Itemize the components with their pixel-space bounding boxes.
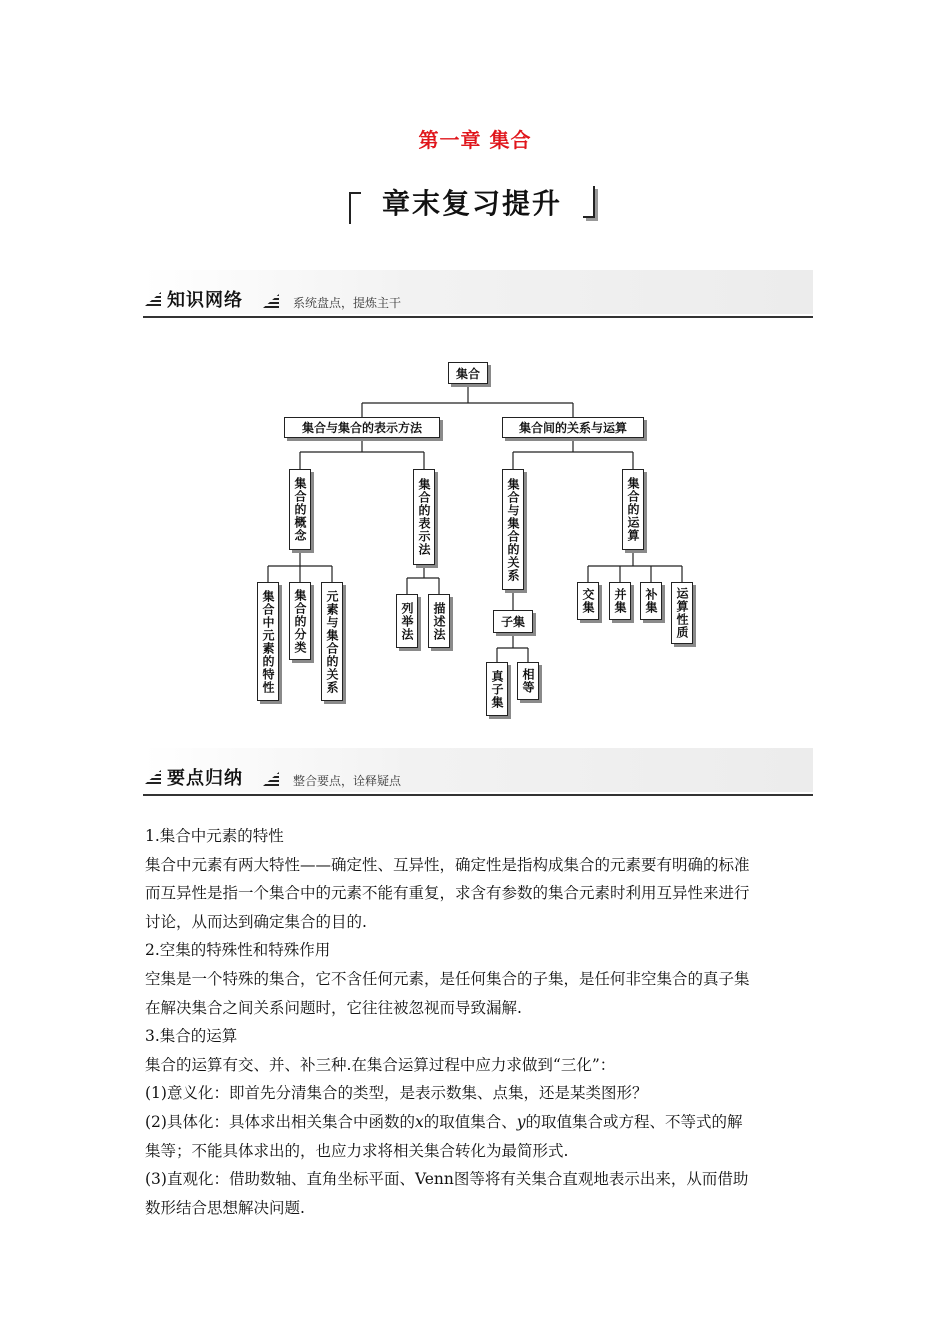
- tree-node-complement: 补集: [640, 582, 662, 620]
- point-heading: 3.集合的运算: [145, 1027, 238, 1046]
- paragraph-line: 在解决集合之间关系问题时，它往往被忽视而导致漏解.: [145, 998, 522, 1017]
- point-heading: 1.集合中元素的特性: [145, 827, 284, 845]
- tree-node-branch-right: 集合间的关系与运算: [502, 417, 644, 438]
- paragraph-line: 集合的运算有交、并、补三种.在集合运算过程中应力求做到“三化”：: [145, 1055, 616, 1074]
- text-run: 的取值集合、: [423, 1112, 517, 1131]
- tree-node-feature: 集合中元素的特性: [257, 582, 279, 701]
- tree-node-branch-left: 集合与集合的表示方法: [284, 417, 440, 438]
- tree-node-concept: 集合的概念: [289, 469, 311, 550]
- key-points-body: [145, 822, 815, 1222]
- section-title: 要点归纳: [167, 768, 243, 789]
- tree-node-listing: 列举法: [396, 594, 418, 648]
- text-run: 的取值集合或方程、不等式的解: [525, 1112, 743, 1131]
- section-band: [143, 270, 813, 314]
- paragraph-line: (3)直观化：借助数轴、直角坐标平面、Venn图等将有关集合直观地表示出来，从而借助: [145, 1170, 749, 1189]
- text-run: (2)具体化：具体求出相关集合中函数的: [145, 1112, 415, 1131]
- tree-node-intersection: 交集: [577, 582, 599, 620]
- tree-node-description: 描述法: [428, 594, 450, 648]
- tree-node-element-relation: 元素与集合的关系: [321, 582, 343, 701]
- tree-node-representation: 集合的表示法: [413, 469, 435, 565]
- banner-right-bracket: [583, 186, 595, 218]
- banner-left-bracket: [349, 192, 361, 224]
- section-header-network: [143, 270, 813, 320]
- tree-node-subset: 子集: [493, 610, 533, 633]
- tree-node-root: 集合: [448, 362, 488, 384]
- section-rule: [143, 316, 813, 318]
- paragraph-line: 集合中元素有两大特性——确定性、互异性，确定性是指构成集合的元素要有明确的标准: [145, 855, 750, 874]
- tree-node-union: 并集: [609, 582, 631, 620]
- banner-title: 章末复习提升: [381, 187, 562, 220]
- variable-y: y: [516, 1112, 526, 1131]
- section-rule: [143, 794, 813, 796]
- review-banner: [349, 184, 595, 226]
- paragraph-line: 讨论，从而达到确定集合的目的.: [145, 912, 367, 931]
- paragraph-line: 空集是一个特殊的集合，它不含任何元素，是任何集合的子集，是任何非空集合的真子集: [145, 969, 750, 988]
- section-band: [143, 748, 813, 792]
- section-header-points: [143, 748, 813, 798]
- point-heading: 2.空集的特殊性和特殊作用: [145, 941, 331, 960]
- paragraph-line: 数形结合思想解决问题.: [145, 1198, 305, 1217]
- paragraph-line: [145, 1108, 815, 1137]
- tree-node-properties: 运算性质: [671, 582, 693, 644]
- tree-node-equal: 相等: [517, 662, 539, 700]
- paragraph-line: 而互异性是指一个集合中的元素不能有重复，求含有参数的集合元素时利用互异性来进行: [145, 884, 750, 903]
- chapter-title: 第一章 集合: [418, 128, 532, 152]
- tree-node-classification: 集合的分类: [289, 582, 311, 660]
- tree-node-relation: 集合与集合的关系: [502, 469, 524, 590]
- tree-node-operation: 集合的运算: [622, 469, 644, 550]
- section-subtitle: 系统盘点，提炼主干: [293, 296, 402, 310]
- tree-node-proper-subset: 真子集: [486, 662, 508, 716]
- variable-x: x: [414, 1112, 424, 1131]
- section-title: 知识网络: [167, 290, 243, 311]
- paragraph-line: 集等；不能具体求出的，也应力求将相关集合转化为最简形式.: [145, 1141, 569, 1160]
- paragraph-line: (1)意义化：即首先分清集合的类型，是表示数集、点集，还是某类图形？: [145, 1084, 648, 1103]
- section-subtitle: 整合要点，诠释疑点: [293, 774, 402, 788]
